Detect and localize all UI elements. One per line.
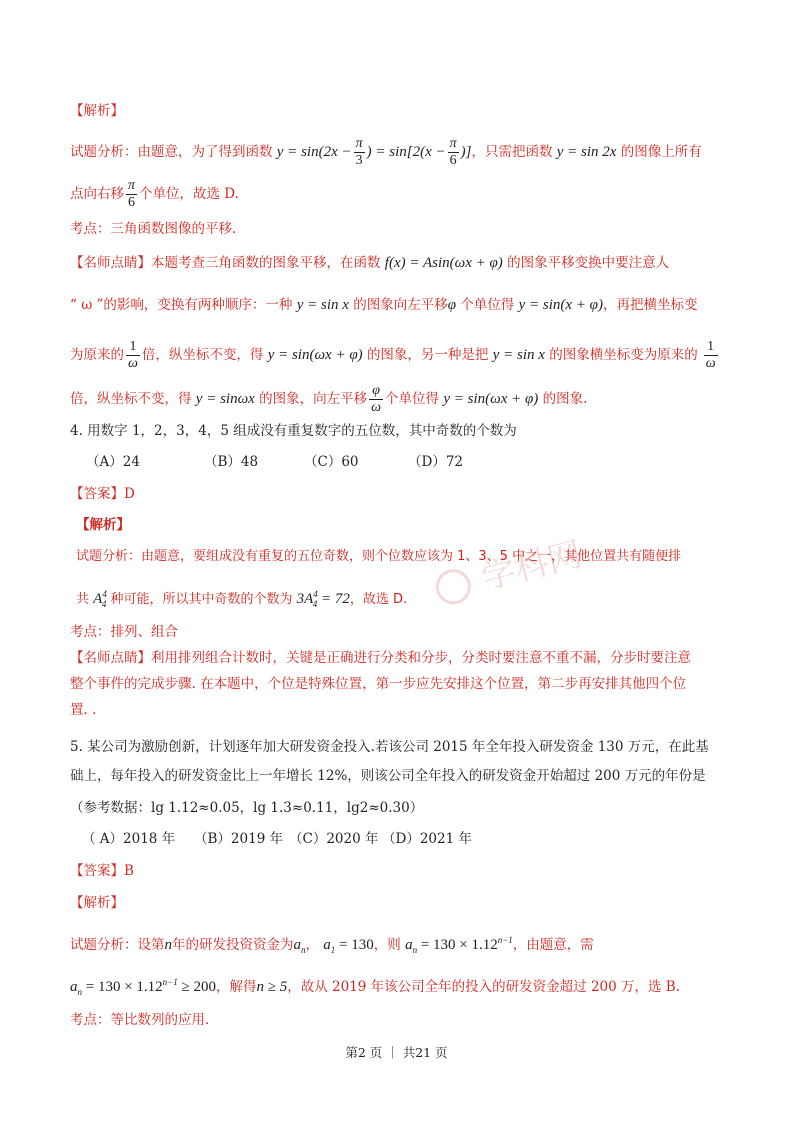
watermark-text: 学科网: [477, 534, 586, 598]
q4-mingshi-line-1: 【名师点睛】利用排列组合计数时，关键是正确进行分类和分步，分类时要注意不重不漏，分步时要注意: [70, 650, 691, 666]
analysis-line-3-2: 点向右移 $\frac{\pi}{6}$ 个单位，故选 D.: [70, 178, 239, 210]
q4-analysis-line-2: 共 $A^4_4$ 种可能，所以其中奇数的个数为 $3A^4_4 = 72$，故选 D.: [76, 589, 408, 609]
q5-option-a: （ A）2018 年: [82, 831, 176, 847]
q4-options: [86, 452, 463, 472]
q4-option-d: （D）72: [408, 454, 464, 470]
q5-option-c: （C）2020 年: [289, 831, 379, 847]
q5-options: [82, 829, 472, 849]
mingshi-line-3-2: “ ω ”的影响，变换有两种顺序：一种 y = sin x 的图象向左平移φ 个单位得 y = sin(x + φ)，再把横坐标变: [70, 297, 698, 313]
q5-question-line-3: （参考数据：lg 1.12≈0.05，lg 1.3≈0.11，lg2≈0.30）: [70, 800, 424, 816]
q4-mingshi-line-3: 置. .: [70, 702, 97, 718]
q4-option-b: （B）48: [204, 454, 259, 470]
q5-question-line-1: 5. 某公司为激励创新，计划逐年加大研发资金投入.若该公司 2015 年全年投入研发资金 130 万元，在此基: [70, 739, 709, 755]
q4-mingshi-line-2: 整个事件的完成步骤. 在本题中，个位是特殊位置，第一步应先安排这个位置，第二步再安排其他四个位: [70, 676, 687, 692]
q5-kaodian: 考点：等比数列的应用.: [70, 1012, 210, 1028]
kaodian-3: 考点：三角函数图像的平移.: [70, 221, 237, 237]
q4-analysis-tag: 【解析】: [76, 517, 130, 533]
q5-option-b: （B）2019 年: [194, 831, 284, 847]
q5-analysis-line-2: $a_n = 130 \times 1.12^{n-1} \ge 200$，解得n ≥ 5，故从 2019 年该公司全年的投入的研发资金超过 200 万，选 B.: [70, 977, 681, 997]
q5-option-d: （D）2021 年: [382, 831, 472, 847]
q4-option-a: （A）24: [86, 454, 140, 470]
analysis-tag-3: 【解析】: [70, 103, 124, 119]
q4-kaodian: 考点：排列、组合: [70, 624, 178, 640]
mingshi-line-3-1: 【名师点睛】本题考查三角函数的图象平移，在函数 f(x) = Asin(ωx + φ) 的图象平移变换中要注意人: [70, 255, 670, 271]
mingshi-line-3-3: 为原来的 $\frac{1}{\omega}$ 倍，纵坐标不变，得 y = sin(ωx + φ) 的图象，另一种是把 y = sin x 的图象横坐标变为原来的 $\frac{1}{\omega}$: [70, 339, 716, 371]
q4-option-c: （C）60: [304, 454, 359, 470]
mingshi-line-3-4: 倍，纵坐标不变，得 y = sinωx 的图象，向左平移 $\frac{\varphi}{\omega}$ 个单位得 y = sin(ωx + φ) 的图象.: [70, 383, 588, 415]
q4-answer: 【答案】D: [70, 486, 135, 502]
analysis-line-3-1: 试题分析：由题意，为了得到函数 y = sin(2x − $\frac{\pi}{3}$ ) = sin[2(x − $\frac{\pi}{6}$ )]，只需把函数 y = sin 2x 的图像上所有: [70, 136, 702, 168]
page-footer: 第2 页 ｜ 共21 页: [345, 1045, 448, 1060]
q4-question: 4. 用数字 1，2，3，4，5 组成没有重复数字的五位数，其中奇数的个数为: [70, 423, 517, 439]
q5-analysis-line-1: 试题分析：设第n年的研发投资资金为$a_n$， $a_1 = 130$，则 $a_n = 130 \times 1.12^{n-1}$，由题意，需: [70, 935, 594, 955]
q5-answer: 【答案】B: [70, 863, 134, 879]
q5-question-line-2: 础上，每年投入的研发资金比上一年增长 12%，则该公司全年投入的研发资金开始超过 200 万元的年份是: [70, 768, 706, 784]
q5-analysis-tag: 【解析】: [70, 895, 124, 911]
q4-analysis-line-1: 试题分析：由题意，要组成没有重复的五位奇数，则个位数应该为 1、3、5 中之一，其他位置共有随便排: [76, 549, 682, 564]
